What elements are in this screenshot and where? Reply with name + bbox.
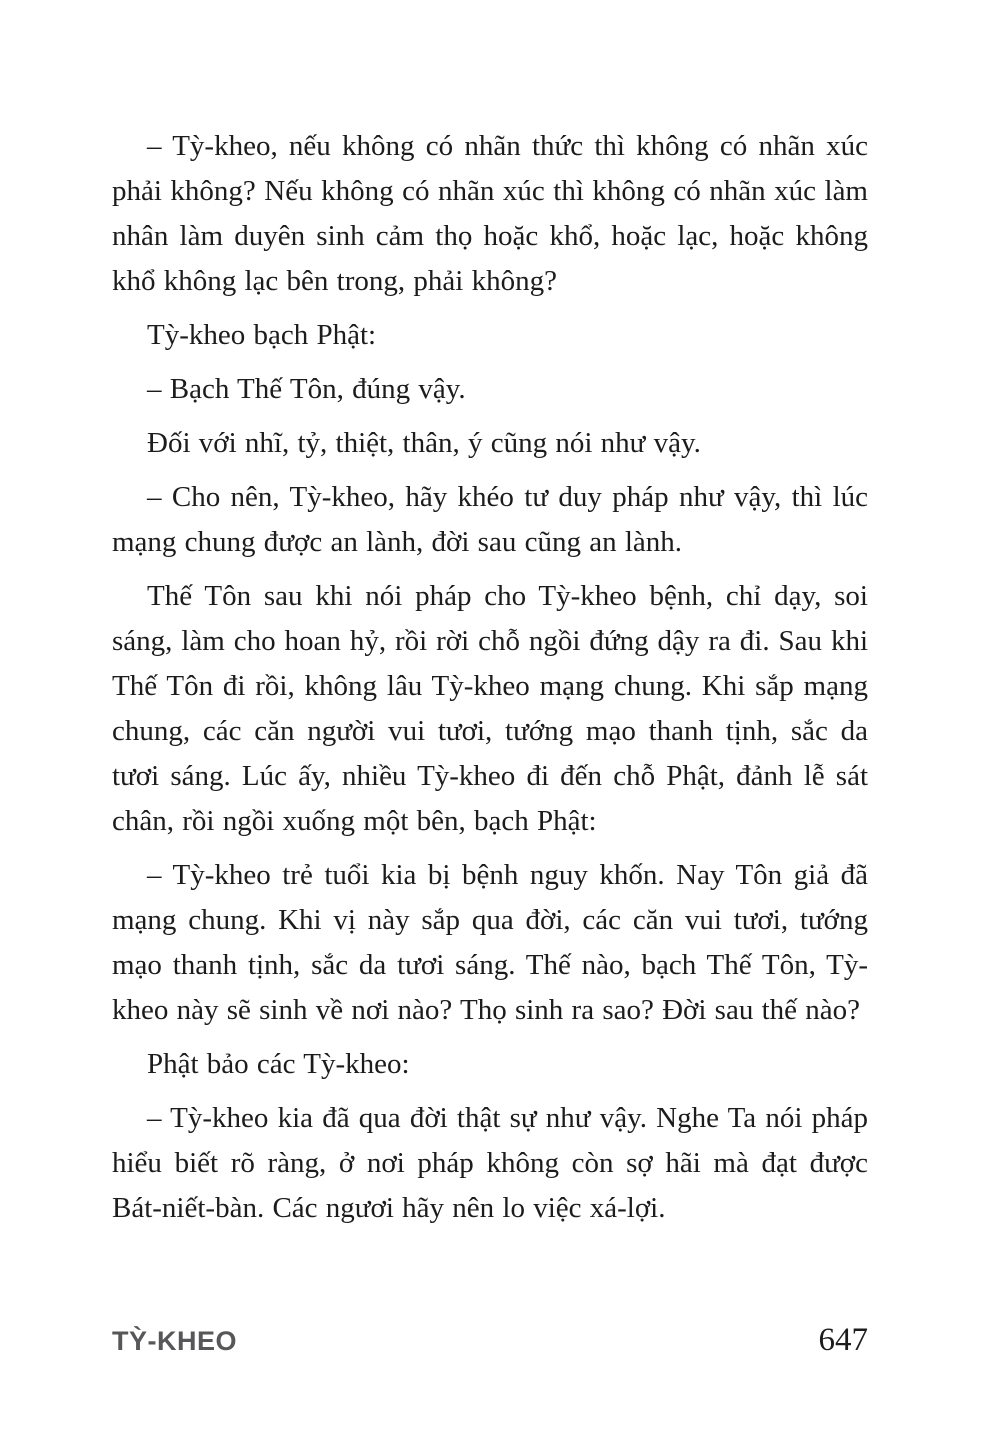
body-text (112, 124, 868, 1240)
running-title: TỲ-KHEO (112, 1326, 237, 1356)
paragraph: Phật bảo các Tỳ-kheo: (147, 1048, 410, 1080)
paragraph: Đối với nhĩ, tỷ, thiệt, thân, ý cũng nói như vậy. (147, 427, 701, 459)
paragraph: – Tỳ-kheo trẻ tuổi kia bị bệnh nguy khốn. Nay Tôn giả đã mạng chung. Khi vị này sắp qua đời, các căn vui tươi, tướng mạo thanh tịnh, sắc da tươi sáng. Thế nào, bạch Thế Tôn, Tỳ-kheo này sẽ sinh về nơi nào? Thọ sinh ra sao? Đời sau thế nào? (112, 859, 868, 1026)
paragraph: – Bạch Thế Tôn, đúng vậy. (147, 373, 466, 405)
paragraph: – Tỳ-kheo kia đã qua đời thật sự như vậy. Nghe Ta nói pháp hiểu biết rõ ràng, ở nơi pháp không còn sợ hãi mà đạt được Bát-niết-bàn. Các ngươi hãy nên lo việc xá-lợi. (112, 1102, 868, 1224)
paragraph: – Cho nên, Tỳ-kheo, hãy khéo tư duy pháp như vậy, thì lúc mạng chung được an lành, đời sau cũng an lành. (112, 481, 868, 558)
page-footer (112, 1322, 868, 1359)
paragraph: Tỳ-kheo bạch Phật: (147, 319, 377, 351)
paragraph: – Tỳ-kheo, nếu không có nhãn thức thì không có nhãn xúc phải không? Nếu không có nhãn xúc thì không có nhãn xúc làm nhân làm duyên sinh cảm thọ hoặc khổ, hoặc lạc, hoặc không khổ không lạc bên trong, phải không? (112, 130, 868, 297)
page-number: 647 (818, 1322, 868, 1358)
paragraph: Thế Tôn sau khi nói pháp cho Tỳ-kheo bệnh, chỉ dạy, soi sáng, làm cho hoan hỷ, rồi rời chỗ ngồi đứng dậy ra đi. Sau khi Thế Tôn đi rồi, không lâu Tỳ-kheo mạng chung. Khi sắp mạng chung, các căn người vui tươi, tướng mạo thanh tịnh, sắc da tươi sáng. Lúc ấy, nhiều Tỳ-kheo đi đến chỗ Phật, đảnh lễ sát chân, rồi ngồi xuống một bên, bạch Phật: (112, 580, 868, 837)
